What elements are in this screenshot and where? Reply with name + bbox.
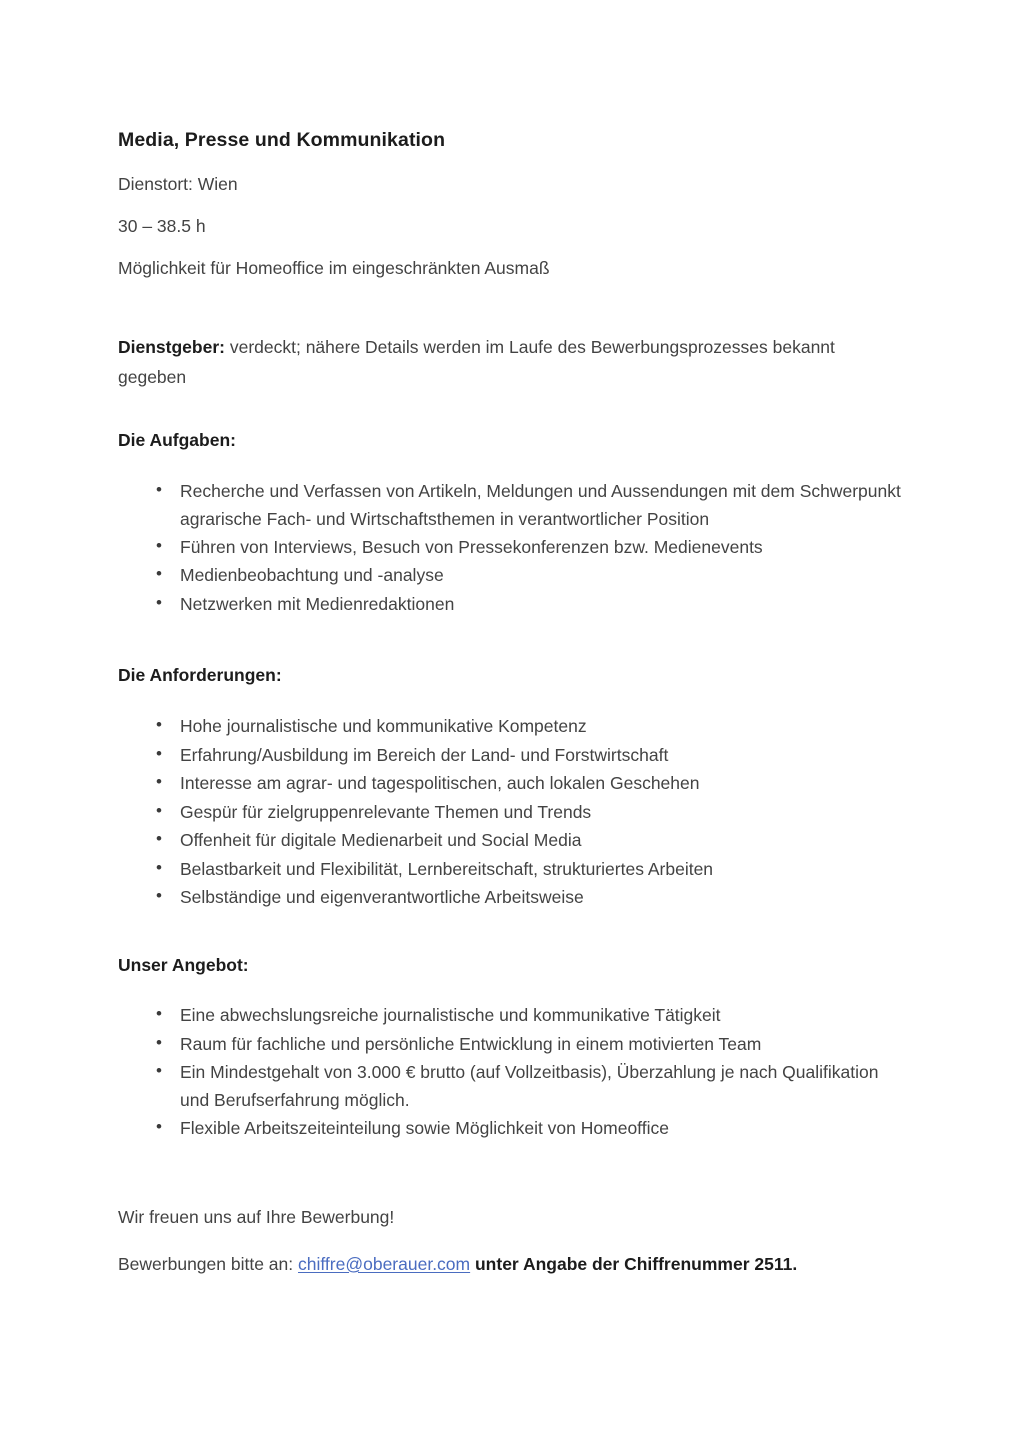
apply-prefix-text: Bewerbungen bitte an:	[118, 1253, 298, 1274]
employer-paragraph	[118, 332, 893, 392]
list-item: • Offenheit für digitale Medienarbeit und Social Media	[118, 827, 908, 854]
spacer	[118, 452, 908, 478]
list-item: • Raum für fachliche und persönliche Entwicklung in einem motivierten Team	[118, 1031, 908, 1058]
list-item: • Flexible Arbeitszeiteinteilung sowie Möglichkeit von Homeoffice	[118, 1115, 908, 1142]
list-item: • Führen von Interviews, Besuch von Pressekonferenzen bzw. Medienevents	[118, 534, 908, 561]
employer-text: verdeckt; nähere Details werden im Laufe des Bewerbungsprozesses bekannt gegeben	[118, 337, 835, 388]
spacer	[118, 300, 908, 332]
list-anforderungen	[118, 713, 908, 911]
list-item: • Hohe journalistische und kommunikative Kompetenz	[118, 713, 908, 740]
list-item: • Recherche und Verfassen von Artikeln, Meldungen und Aussendungen mit dem Schwerpunkt agrarische Fach- und Wirtschaftsthemen in verantwortlicher Position	[118, 478, 908, 533]
email-link[interactable]: chiffre@oberauer.com	[298, 1253, 471, 1274]
page-title: Media, Presse und Kommunikation	[118, 129, 446, 151]
spacer	[118, 619, 908, 665]
document-content	[118, 128, 908, 1275]
list-item: • Eine abwechslungsreiche journalistische und kommunikative Tätigkeit	[118, 1002, 908, 1029]
spacer	[118, 913, 908, 955]
meta-line-location: Dienstort: Wien	[118, 174, 238, 195]
meta-line-hours: 30 – 38.5 h	[118, 216, 206, 237]
spacer	[118, 1229, 908, 1253]
list-aufgaben	[118, 478, 908, 618]
meta-line-homeoffice: Möglichkeit für Homeoffice im eingeschränkten Ausmaß	[118, 258, 550, 279]
list-item: • Netzwerken mit Medienredaktionen	[118, 591, 908, 618]
spacer	[118, 1144, 908, 1206]
section-heading-angebot: Unser Angebot:	[118, 954, 249, 975]
employer-label: Dienstgeber:	[118, 337, 225, 357]
section-heading-aufgaben: Die Aufgaben:	[118, 430, 236, 451]
chiffre-number-text: unter Angabe der Chiffrenummer 2511.	[470, 1253, 798, 1274]
spacer	[118, 976, 908, 1002]
section-heading-anforderungen: Die Anforderungen:	[118, 665, 282, 686]
list-item: • Belastbarkeit und Flexibilität, Lernbereitschaft, strukturiertes Arbeiten	[118, 856, 908, 883]
closing-thanks: Wir freuen uns auf Ihre Bewerbung!	[118, 1206, 395, 1227]
list-item: • Gespür für zielgruppenrelevante Themen und Trends	[118, 799, 908, 826]
list-item: • Medienbeobachtung und -analyse	[118, 562, 908, 589]
list-item: • Selbständige und eigenverantwortliche Arbeitsweise	[118, 884, 908, 911]
spacer	[118, 392, 908, 430]
list-item: • Erfahrung/Ausbildung im Bereich der Land- und Forstwirtschaft	[118, 742, 908, 769]
spacer	[118, 687, 908, 713]
application-instruction	[118, 1253, 908, 1276]
list-item: • Interesse am agrar- und tagespolitischen, auch lokalen Geschehen	[118, 770, 908, 797]
list-angebot	[118, 1002, 908, 1142]
list-item: • Ein Mindestgehalt von 3.000 € brutto (auf Vollzeitbasis), Überzahlung je nach Qualifikation und Berufserfahrung möglich.	[118, 1059, 908, 1114]
